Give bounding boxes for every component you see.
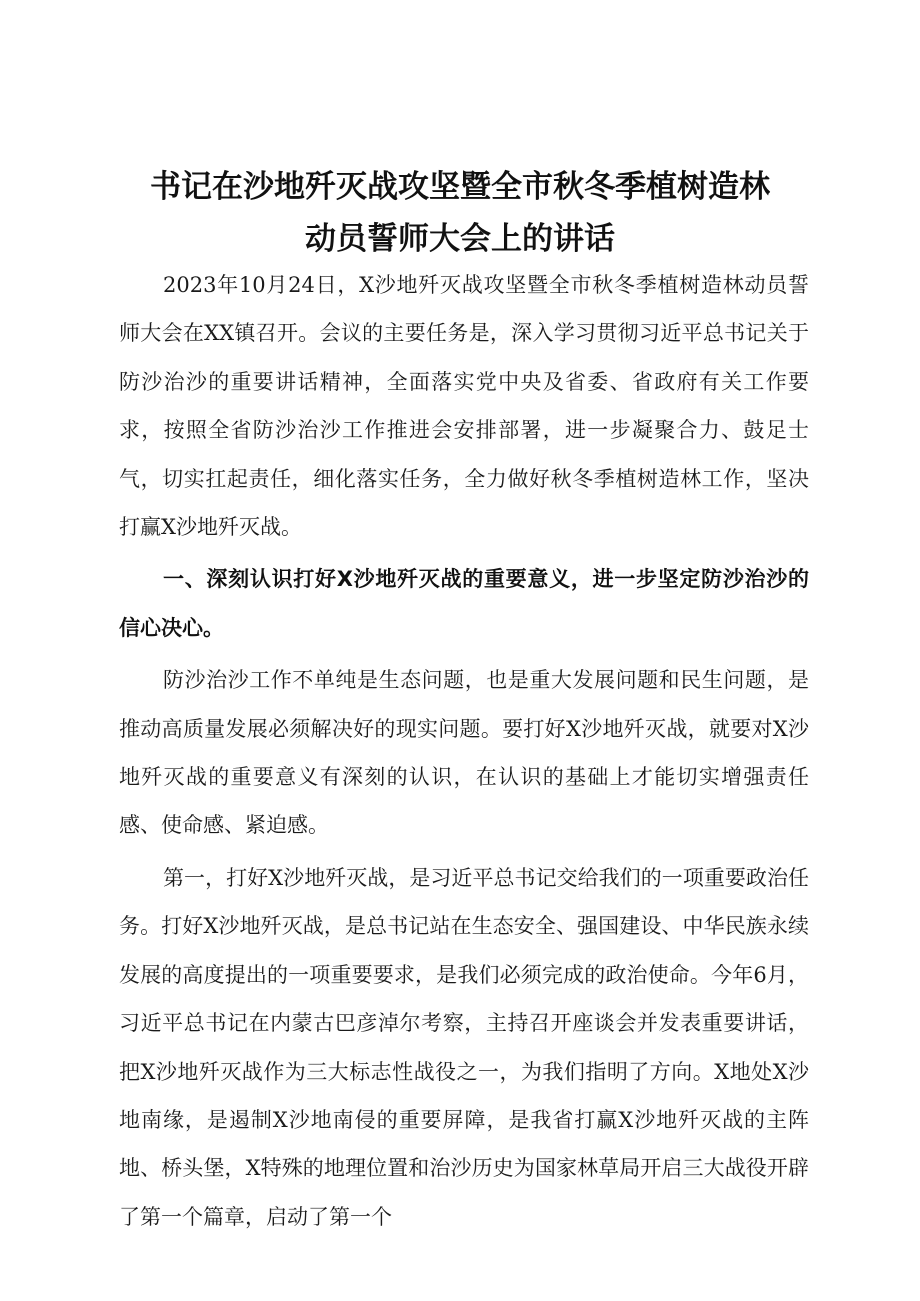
body-paragraph-2: 第一，打好X沙地歼灭战，是习近平总书记交给我们的一项重要政治任务。打好X沙地歼灭战，是总书记站在生态安全、强国建设、中华民族永续发展的高度提出的一项重要要求，是我们必须完成的政治使命。今年6月，习近平总书记在内蒙古巴彦淖尔考察，主持召开座谈会并发表重要讲话，把X沙地歼灭战作为三大标志性战役之一，为我们指明了方向。X地处X沙地南缘，是遏制X沙地南侵的重要屏障，是我省打赢X沙地歼灭战的主阵地、桥头堡，X特殊的地理位置和治沙历史为国家林草局开启三大战役开辟了第一个篇章，启动了第一个 xyxy=(119,865,809,1229)
body-paragraph-1: 防沙治沙工作不单纯是生态问题，也是重大发展问题和民生问题，是推动高质量发展必须解决好的现实问题。要打好X沙地歼灭战，就要对X沙地歼灭战的重要意义有深刻的认识，在认识的基础上才能切实增强责任感、使命感、紧迫感。 xyxy=(119,668,809,838)
intro-paragraph: 2023年10月24日，X沙地歼灭战攻坚暨全市秋冬季植树造林动员誓师大会在XX镇召开。会议的主要任务是，深入学习贯彻习近平总书记关于防沙治沙的重要讲话精神，全面落实党中央及省委、省政府有关工作要求，按照全省防沙治沙工作推进会安排部署，进一步凝聚合力、鼓足士气，切实扛起责任，细化落实任务，全力做好秋冬季植树造林工作，坚决打赢X沙地歼灭战。 xyxy=(119,273,809,540)
section-heading-1: 一、深刻认识打好X沙地歼灭战的重要意义，进一步坚定防沙治沙的信心决心。 xyxy=(119,567,809,640)
document-title-line-2: 动员誓师大会上的讲话 xyxy=(305,221,615,257)
document-body xyxy=(119,261,809,1241)
document-title-line-1: 书记在沙地歼灭战攻坚暨全市秋冬季植树造林 xyxy=(150,169,770,205)
